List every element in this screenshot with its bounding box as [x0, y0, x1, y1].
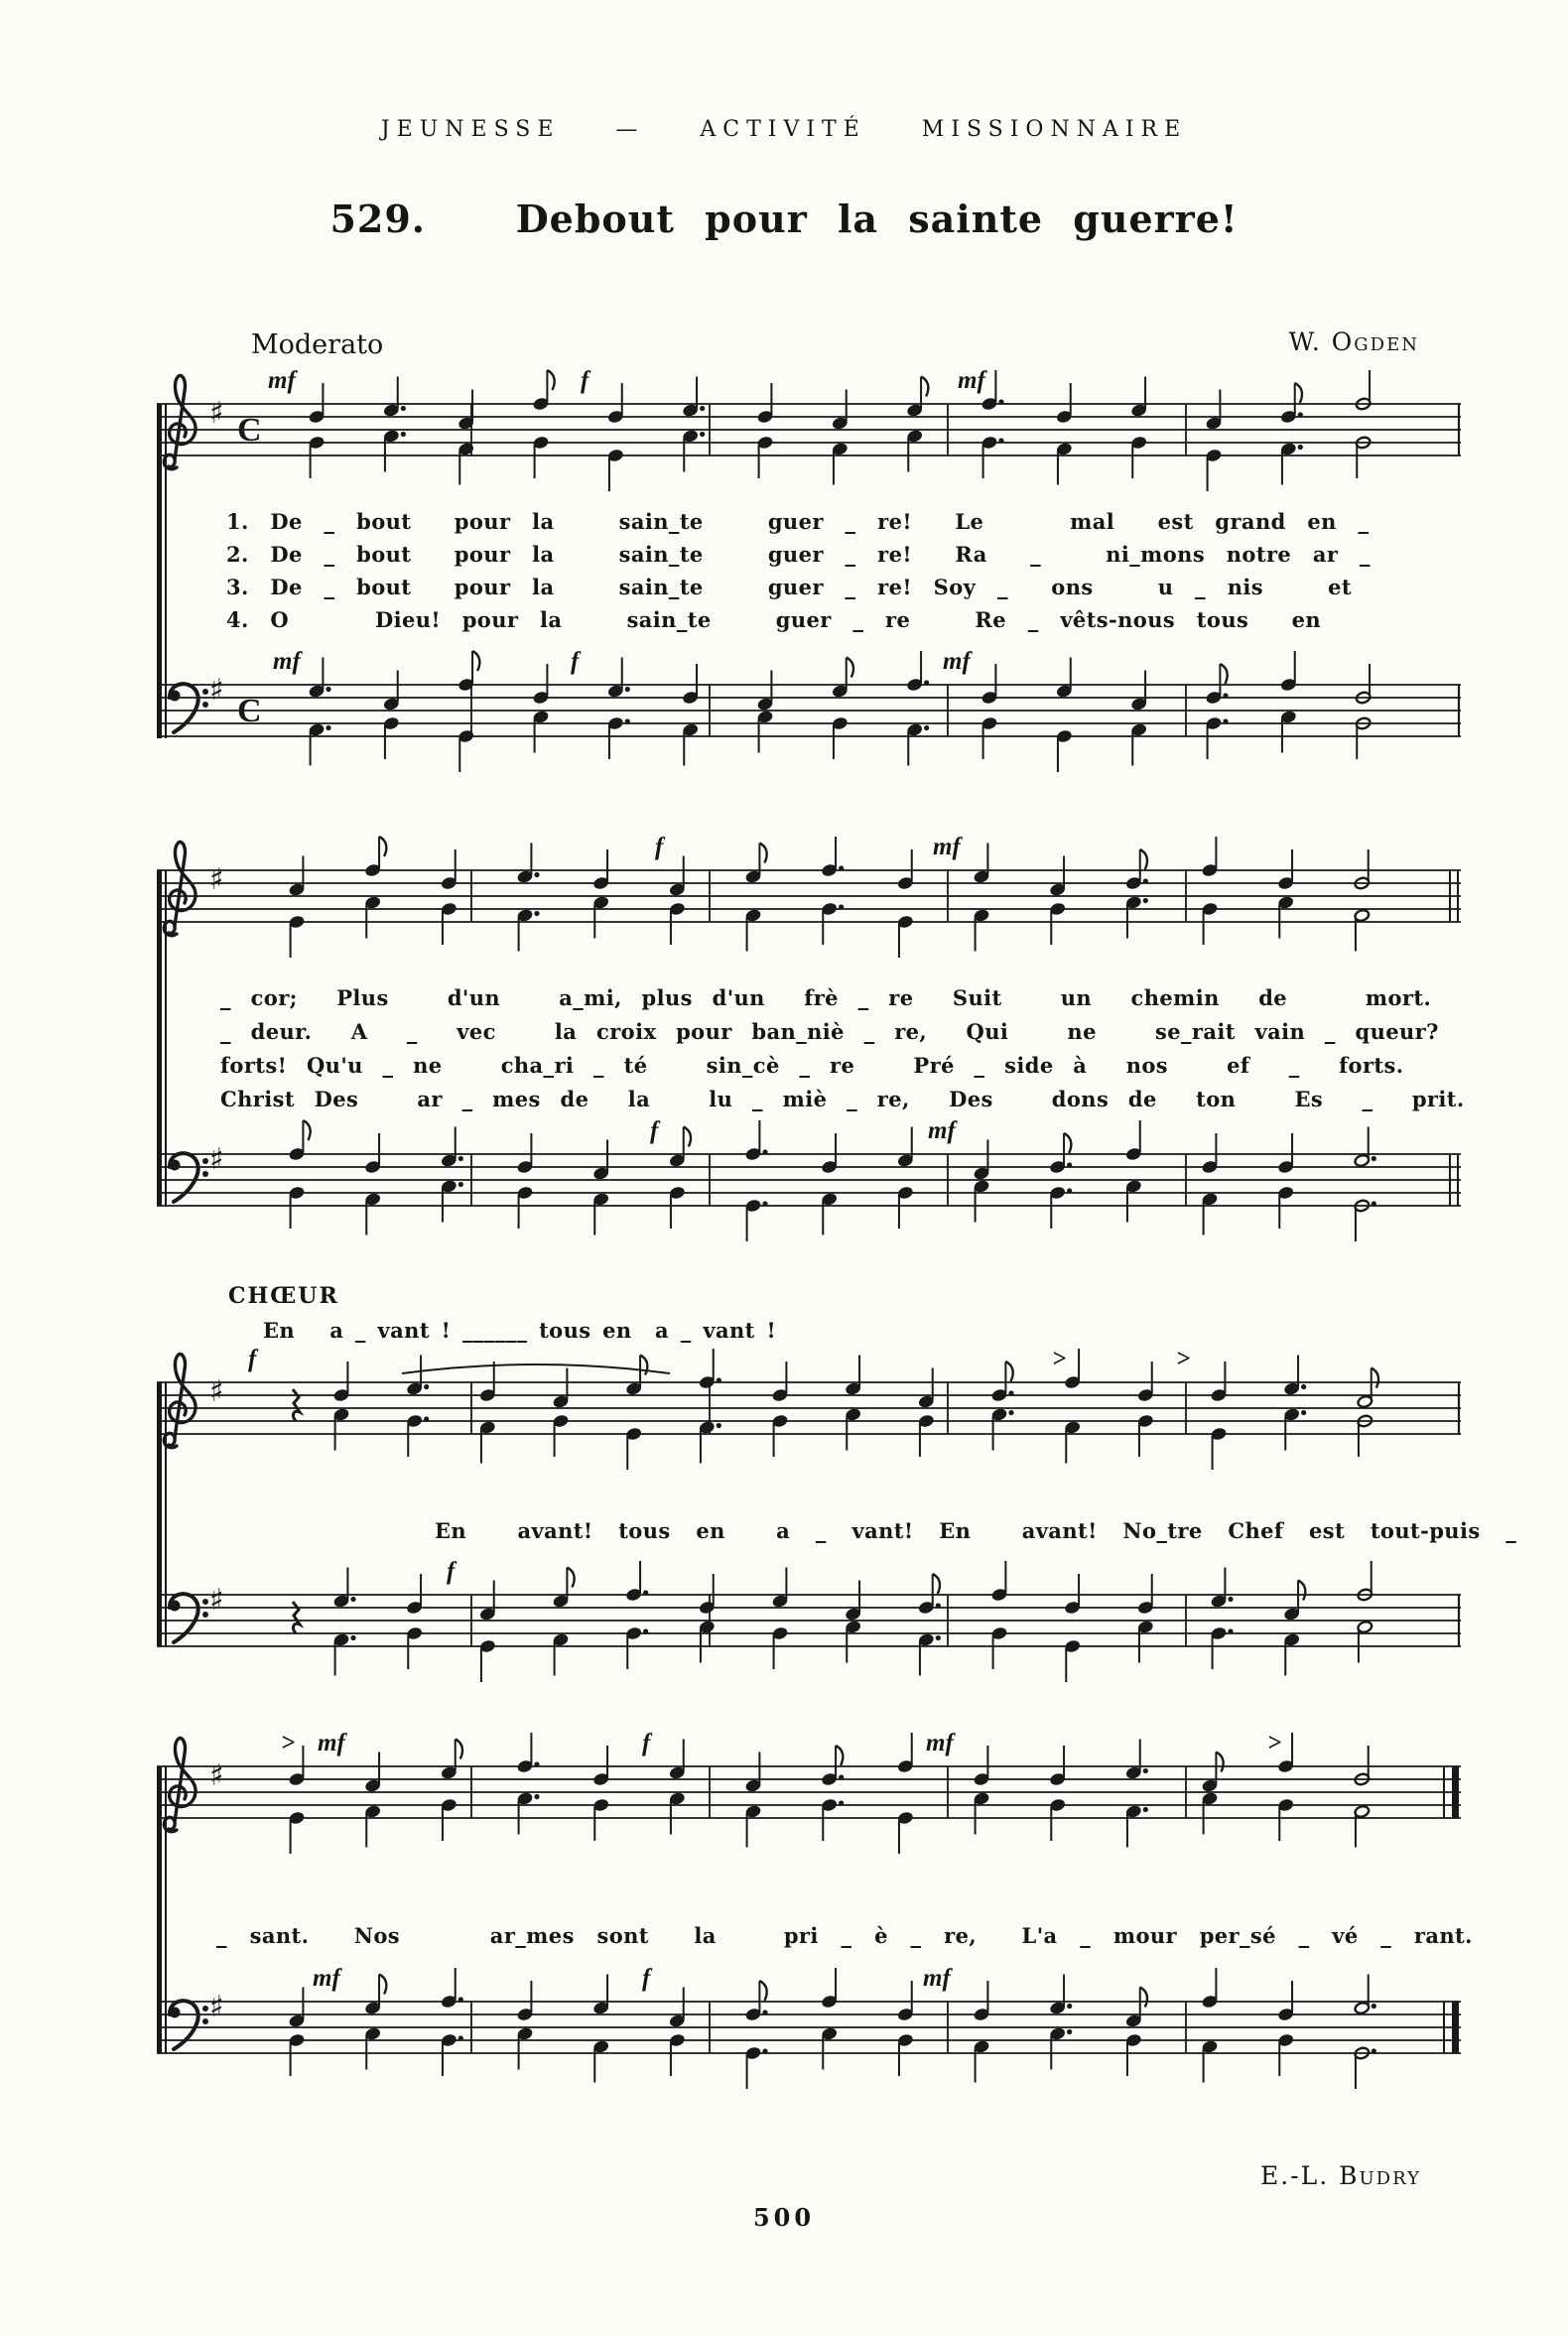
verse2-line-4: Christ Des ar _ mes de la lu _ miè _ re, Des dons de ton Es _ prit.: [220, 1087, 1465, 1111]
dynamic-marking: f: [642, 1730, 651, 1756]
chorus-line-2: En avant! tous en a _ vant! En avant! No_tre Chef est tout-puis _: [435, 1518, 1517, 1543]
verse2-line-2: _ deur. A _ vec la croix pour ban_niè _ re, Qui ne se_rait vain _ queur?: [220, 1019, 1439, 1044]
dynamic-marking: mf: [943, 648, 971, 675]
tempo-marking: Moderato: [251, 329, 384, 360]
staff-system-1-treble: [154, 369, 1464, 518]
staff-system-2-bass: [154, 1119, 1464, 1268]
section-header: JEUNESSE — ACTIVITÉ MISSIONNAIRE: [380, 117, 1188, 142]
accent-marking: >: [1267, 1730, 1282, 1756]
dynamic-marking: f: [571, 648, 580, 675]
bass-staff: [154, 1560, 1464, 1709]
staff-system-4-treble: [154, 1732, 1464, 1881]
staff-system-3-treble: [154, 1348, 1464, 1496]
dynamic-marking: mf: [926, 1730, 954, 1756]
svg-text:♯: ♯: [209, 1758, 224, 1793]
title-gap: [426, 196, 516, 241]
dynamic-marking: mf: [273, 648, 301, 675]
bass-staff: [154, 650, 1464, 799]
treble-staff: [154, 1348, 1464, 1496]
dynamic-marking: mf: [923, 1965, 951, 1992]
svg-text:C: C: [237, 412, 262, 449]
svg-text:♯: ♯: [209, 862, 224, 897]
verse-line-2: 2. De _ bout pour la sain_te guer _ re! Ra _ ni_mons notre ar _: [226, 542, 1371, 567]
svg-text:♯: ♯: [209, 1583, 224, 1618]
dynamic-marking: mf: [958, 367, 985, 394]
chorus-line-1: En a _ vant ! ______ tous en a _ vant !: [263, 1318, 777, 1343]
page-number: 500: [752, 2203, 816, 2232]
hymn-title: [0, 196, 1568, 241]
verse-line-1: 1. De _ bout pour la sain_te guer _ re! Le mal est grand en _: [226, 509, 1370, 534]
dynamic-marking: f: [248, 1346, 257, 1372]
hymn-number: 529.: [329, 196, 426, 241]
verse2-line-1: _ cor; Plus d'un a_mi, plus d'un frè _ re Suit un chemin de mort.: [220, 985, 1432, 1010]
svg-text:♯: ♯: [209, 1142, 224, 1177]
dynamic-marking: mf: [318, 1730, 345, 1756]
verse-line-3: 3. De _ bout pour la sain_te guer _ re! Soy _ ons u _ nis et: [226, 575, 1352, 599]
dynamic-marking: mf: [933, 834, 961, 860]
bass-staff: [154, 1119, 1464, 1268]
hymn-title-text: Debout pour la sainte guerre!: [515, 196, 1239, 241]
accent-marking: >: [281, 1730, 296, 1756]
composer-credit: W. Ogden: [1288, 327, 1419, 356]
dynamic-marking: mf: [928, 1117, 956, 1144]
treble-staff: [154, 369, 1464, 518]
svg-text:♯: ♯: [209, 396, 224, 431]
svg-text:♯: ♯: [209, 1990, 224, 2024]
bass-staff: [154, 1967, 1464, 2116]
staff-system-2-treble: [154, 836, 1464, 984]
staff-system-3-bass: [154, 1560, 1464, 1709]
svg-text:♯: ♯: [209, 673, 224, 708]
dynamic-marking: f: [655, 834, 664, 860]
chorus-label: CHŒUR: [228, 1283, 339, 1309]
svg-text:♯: ♯: [209, 1374, 224, 1409]
dynamic-marking: f: [650, 1117, 659, 1144]
dynamic-marking: mf: [268, 367, 296, 394]
svg-text:C: C: [237, 693, 262, 729]
staff-system-1-bass: [154, 650, 1464, 799]
verse2-line-3: forts! Qu'u _ ne cha_ri _ té sin_cè _ re Pré _ side à nos ef _ forts.: [220, 1053, 1404, 1078]
staff-system-4-bass: [154, 1967, 1464, 2116]
treble-staff: [154, 836, 1464, 984]
dynamic-marking: f: [581, 367, 589, 394]
verse-line-4: 4. O Dieu! pour la sain_te guer _ re Re _ vêts-nous tous en: [226, 607, 1322, 632]
chorus-line-3: _ sant. Nos ar_mes sont la pri _ è _ re, L'a _ mour per_sé _ vé _ rant.: [216, 1923, 1473, 1948]
dynamic-marking: f: [447, 1558, 456, 1585]
dynamic-marking: f: [642, 1965, 651, 1992]
dynamic-marking: mf: [313, 1965, 340, 1992]
accent-marking: >: [1052, 1346, 1067, 1372]
accent-marking: >: [1176, 1346, 1191, 1372]
author-credit: E.-L. Budry: [1260, 2161, 1421, 2190]
